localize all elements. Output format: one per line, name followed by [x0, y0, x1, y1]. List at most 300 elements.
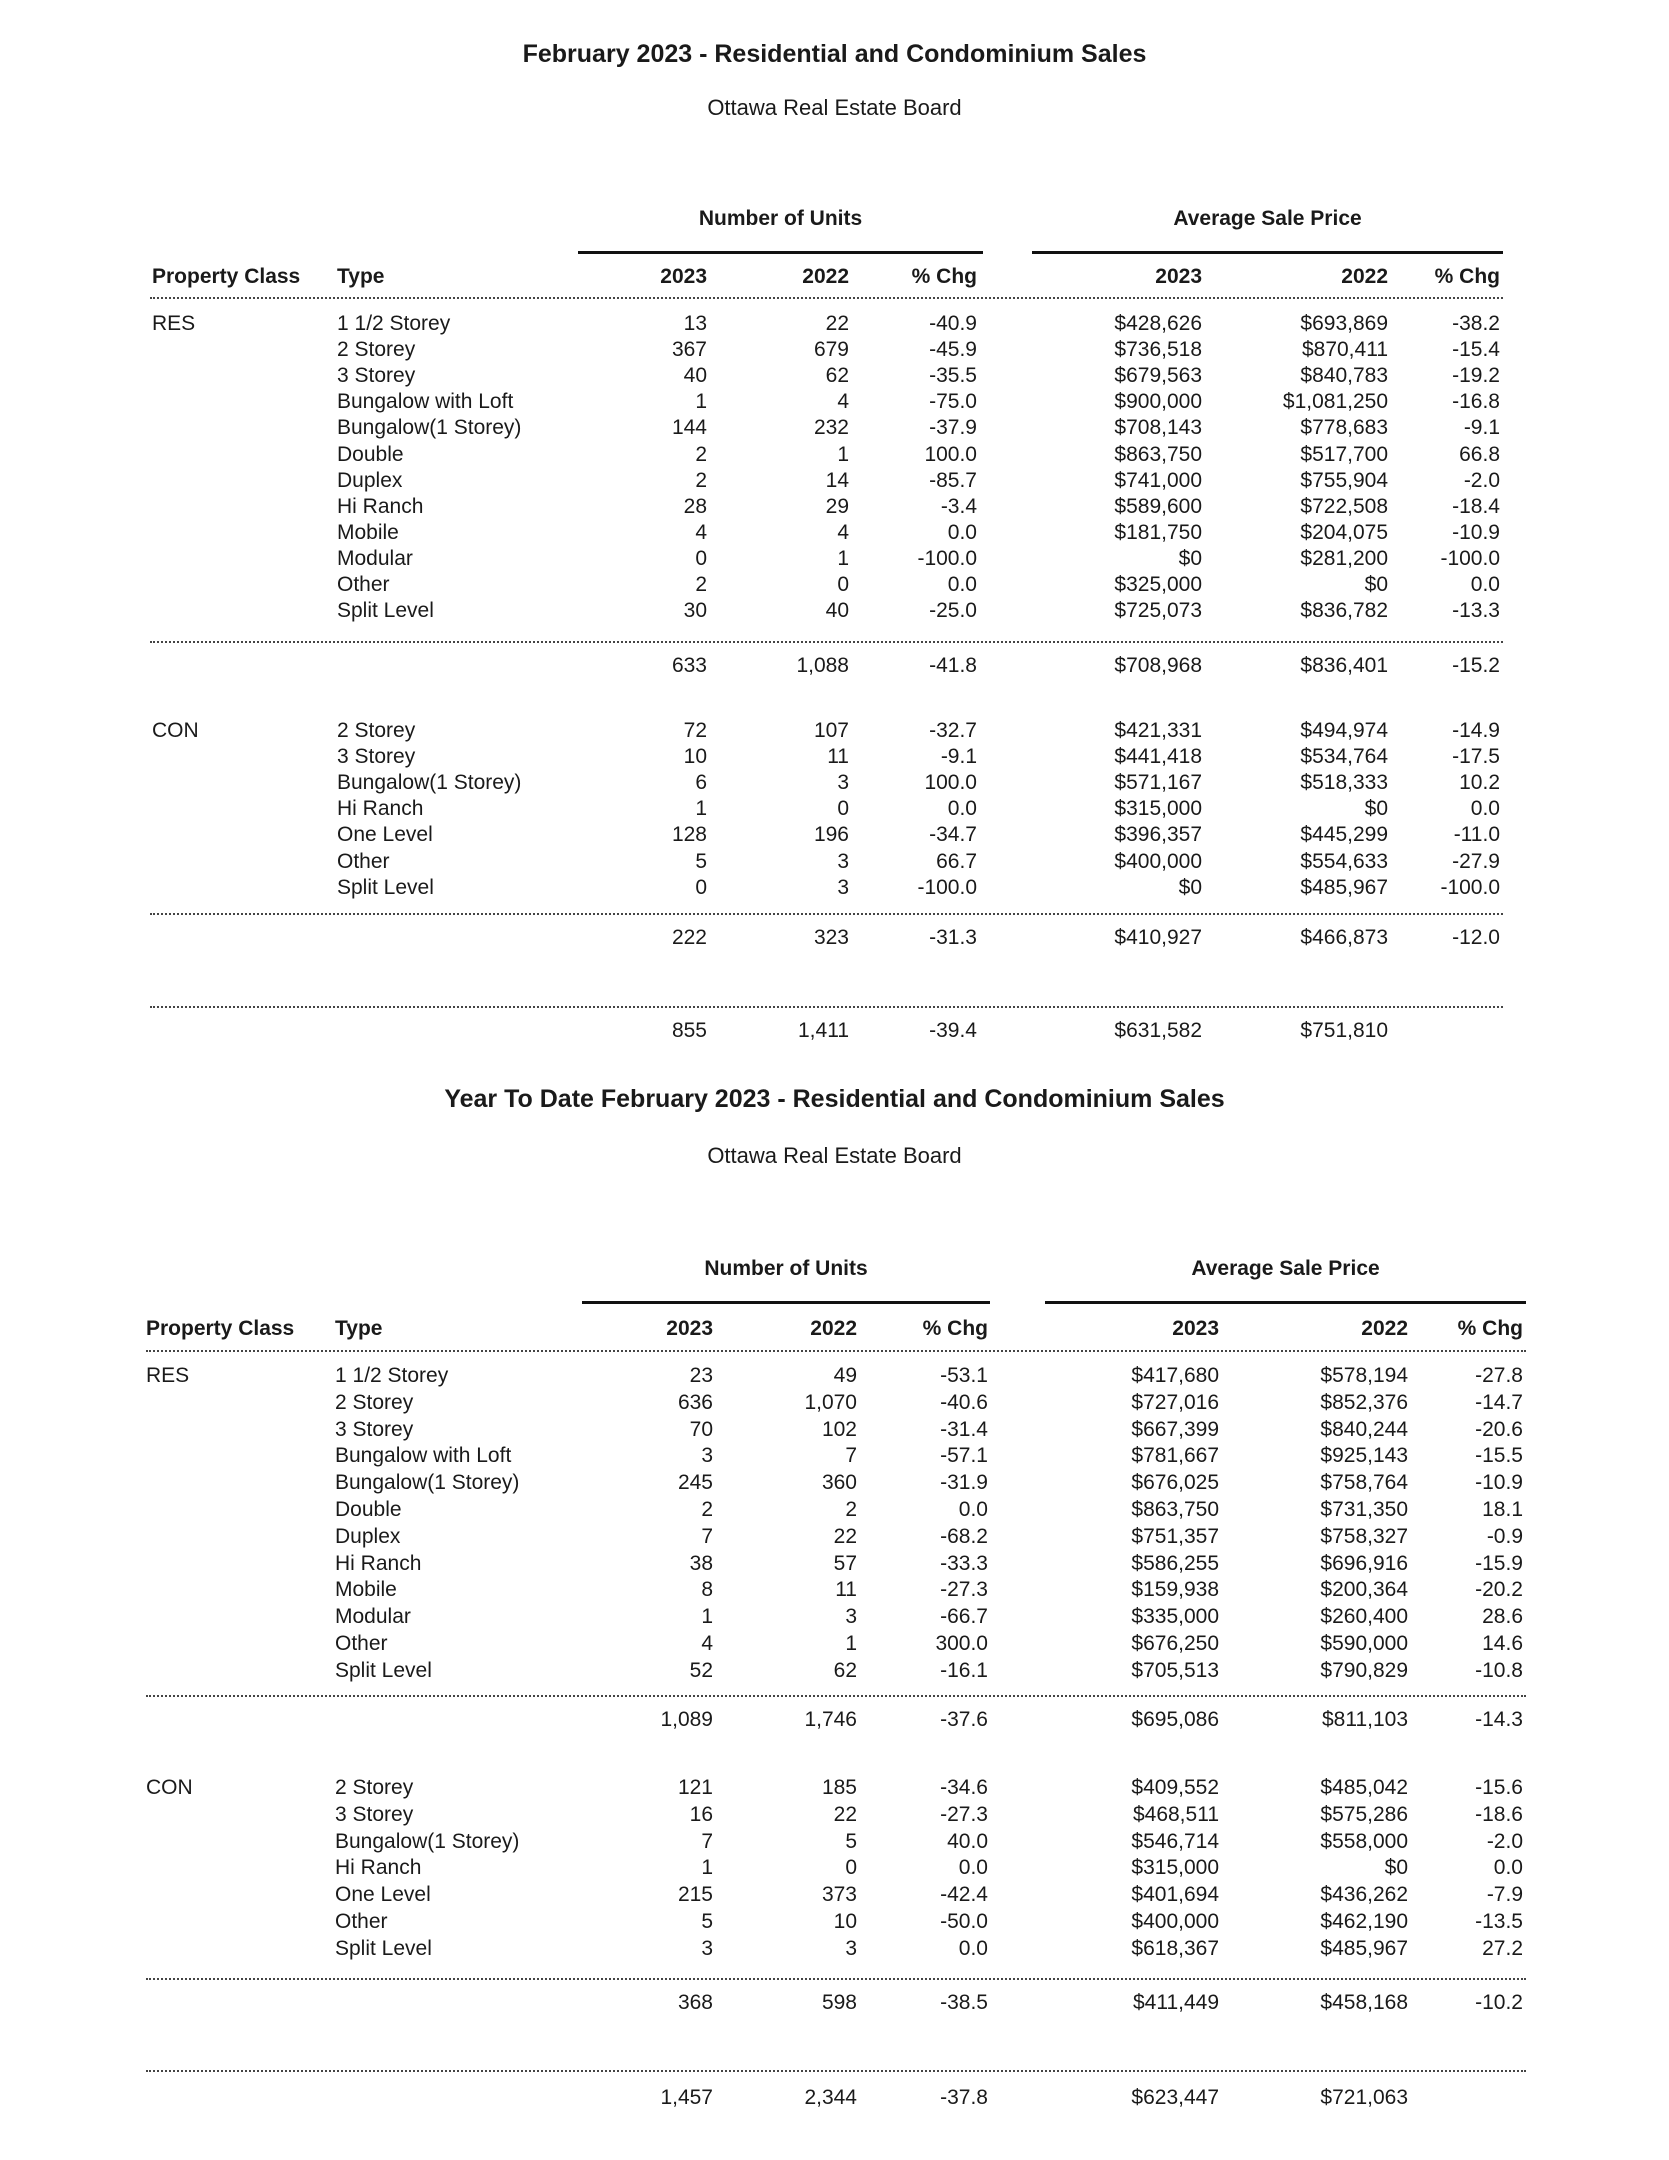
row-price-2023: $900,000	[1114, 390, 1202, 414]
row-price-2023: $741,000	[1114, 468, 1202, 492]
row-units-2023: 10	[683, 745, 707, 769]
row-type: 1 1/2 Storey	[337, 312, 451, 335]
row-price-chg: -15.5	[1475, 1444, 1523, 1468]
row-price-chg: -13.3	[1452, 599, 1500, 623]
row-units-2022: 3	[845, 1605, 857, 1629]
row-units-chg: -40.9	[929, 312, 977, 335]
row-type: Duplex	[335, 1524, 401, 1548]
row-type: One Level	[337, 823, 433, 847]
row-type: 1 1/2 Storey	[335, 1364, 449, 1387]
row-price-2023: $396,357	[1114, 823, 1202, 847]
row-units-chg: 40.0	[947, 1829, 988, 1853]
row-price-2023: $708,143	[1114, 416, 1202, 440]
subtotal-price-2022: $836,401	[1300, 654, 1388, 677]
row-units-chg: 100.0	[924, 771, 977, 795]
row-units-2023: 1	[695, 797, 707, 821]
subtotal-units-2023: 633	[671, 654, 707, 677]
row-units-2023: 23	[689, 1364, 713, 1387]
row-price-chg: -15.9	[1475, 1551, 1523, 1575]
row-units-2022: 373	[821, 1883, 857, 1907]
row-units-2023: 367	[671, 338, 707, 362]
row-price-2022: $462,190	[1320, 1910, 1408, 1933]
row-price-2023: $441,418	[1114, 745, 1202, 769]
row-units-chg: 100.0	[924, 442, 977, 466]
row-type: Other	[335, 1632, 388, 1655]
row-type: Split Level	[335, 1658, 432, 1682]
row-units-2023: 7	[701, 1524, 713, 1548]
section-subtitle: Ottawa Real Estate Board	[707, 95, 962, 120]
row-price-2023: $0	[1178, 875, 1202, 899]
row-price-2022: $0	[1364, 797, 1388, 821]
row-price-2023: $667,399	[1131, 1417, 1219, 1441]
row-units-chg: -34.7	[929, 823, 977, 847]
row-price-2023: $468,511	[1132, 1802, 1219, 1826]
header-divider	[146, 1350, 1526, 1352]
row-units-chg: -66.7	[940, 1605, 988, 1629]
row-units-2023: 3	[701, 1444, 713, 1468]
row-units-chg: 66.7	[936, 849, 977, 873]
row-type: Bungalow(1 Storey)	[337, 771, 522, 795]
row-price-2022: $755,904	[1300, 468, 1388, 492]
row-units-chg: -3.4	[940, 494, 977, 518]
row-price-2023: $589,600	[1114, 494, 1202, 518]
subtotal-divider	[150, 913, 1503, 915]
row-price-chg: -18.6	[1475, 1802, 1523, 1826]
row-units-2023: 0	[695, 875, 707, 899]
row-price-chg: -27.9	[1452, 849, 1500, 873]
row-price-2022: $722,508	[1300, 494, 1388, 518]
row-units-2023: 3	[701, 1936, 713, 1960]
row-units-2023: 4	[695, 520, 707, 544]
row-price-2022: $1,081,250	[1282, 390, 1388, 414]
row-price-chg: 0.0	[1470, 797, 1500, 821]
row-units-2023: 1	[701, 1605, 713, 1629]
row-price-2023: $409,552	[1131, 1776, 1219, 1799]
row-units-2022: 4	[837, 390, 849, 414]
row-units-2022: 22	[833, 1524, 857, 1548]
row-type: 3 Storey	[335, 1417, 414, 1441]
subtotal-price-2023: $410,927	[1114, 926, 1202, 949]
row-price-chg: -14.7	[1475, 1390, 1523, 1414]
row-units-2023: 2	[695, 468, 707, 492]
row-units-chg: -45.9	[929, 338, 977, 362]
row-price-2022: $778,683	[1300, 416, 1388, 440]
row-units-2022: 3	[837, 849, 849, 873]
row-units-chg: -100.0	[917, 875, 977, 899]
row-units-chg: 0.0	[958, 1856, 988, 1880]
header-divider	[150, 297, 1503, 299]
subtotal-price-2022: $458,168	[1320, 1991, 1408, 2014]
row-type: Other	[337, 573, 390, 596]
row-units-2022: 62	[833, 1658, 857, 1682]
row-price-chg: -18.4	[1452, 494, 1500, 518]
row-units-2022: 57	[833, 1551, 857, 1575]
row-units-chg: -9.1	[940, 745, 977, 769]
row-units-chg: -31.9	[940, 1471, 988, 1495]
row-price-2022: $731,350	[1320, 1498, 1408, 1521]
row-price-chg: -15.4	[1452, 338, 1500, 362]
property-class-label: RES	[146, 1364, 190, 1387]
row-units-chg: -34.6	[940, 1776, 988, 1799]
row-type: Modular	[337, 546, 413, 570]
row-units-2023: 8	[701, 1578, 713, 1602]
total-price-2023: $631,582	[1114, 1019, 1202, 1042]
row-units-2023: 40	[683, 364, 707, 388]
row-units-2023: 4	[701, 1632, 713, 1655]
row-units-chg: 0.0	[958, 1498, 988, 1521]
row-price-chg: -0.9	[1486, 1524, 1523, 1548]
subtotal-price-2022: $811,103	[1321, 1708, 1408, 1731]
row-price-chg: -14.9	[1452, 719, 1500, 742]
subtotal-units-chg: -37.6	[940, 1708, 988, 1731]
subtotal-units-2023: 368	[677, 1991, 713, 2014]
row-units-chg: -27.3	[940, 1802, 988, 1826]
row-units-2023: 7	[701, 1829, 713, 1853]
row-units-2022: 1	[837, 546, 849, 570]
row-type: Other	[335, 1910, 388, 1933]
total-units-chg: -39.4	[929, 1019, 977, 1042]
row-type: Hi Ranch	[337, 797, 424, 821]
row-units-2023: 28	[683, 494, 707, 518]
row-type: Other	[337, 849, 390, 873]
subtotal-divider	[146, 1695, 1526, 1697]
row-units-2023: 128	[671, 823, 707, 847]
row-type: 2 Storey	[335, 1776, 414, 1799]
row-price-2022: $696,916	[1320, 1551, 1408, 1575]
row-units-chg: -75.0	[929, 390, 977, 414]
row-price-chg: -20.6	[1475, 1417, 1523, 1441]
row-type: Double	[335, 1498, 402, 1521]
row-price-chg: -15.6	[1475, 1776, 1523, 1799]
row-price-2022: $758,327	[1320, 1524, 1408, 1548]
row-price-2023: $335,000	[1131, 1605, 1219, 1629]
row-price-chg: -2.0	[1486, 1829, 1523, 1853]
col-header-type: Type	[337, 265, 385, 288]
row-price-chg: 10.2	[1459, 771, 1500, 795]
row-units-2023: 5	[695, 849, 707, 873]
row-units-chg: -32.7	[929, 719, 977, 742]
row-units-2022: 0	[845, 1856, 857, 1880]
row-price-2023: $736,518	[1114, 338, 1202, 362]
total-units-2023: 855	[671, 1019, 707, 1042]
row-price-chg: 18.1	[1482, 1498, 1523, 1521]
row-price-2023: $781,667	[1131, 1444, 1219, 1468]
col-header-units-chg: % Chg	[911, 265, 977, 288]
row-price-2022: $485,967	[1320, 1936, 1408, 1960]
total-price-2022: $751,810	[1300, 1019, 1388, 1042]
row-units-2023: 5	[701, 1910, 713, 1933]
row-units-chg: -85.7	[929, 468, 977, 492]
row-price-2022: $0	[1364, 573, 1388, 596]
row-units-2023: 2	[695, 442, 707, 466]
row-units-2023: 72	[683, 719, 707, 742]
row-price-chg: -19.2	[1452, 364, 1500, 388]
row-price-chg: -20.2	[1475, 1578, 1523, 1602]
row-units-2022: 102	[821, 1417, 857, 1441]
row-price-chg: 14.6	[1482, 1632, 1523, 1655]
row-units-2023: 1	[701, 1856, 713, 1880]
total-price-2022: $721,063	[1320, 2086, 1408, 2109]
row-units-2022: 196	[813, 823, 849, 847]
row-price-2022: $204,075	[1300, 520, 1388, 544]
row-price-2022: $840,244	[1320, 1417, 1408, 1441]
subtotal-price-2023: $708,968	[1114, 654, 1202, 677]
row-type: Bungalow(1 Storey)	[335, 1829, 520, 1853]
row-type: Mobile	[337, 520, 399, 544]
row-type: Modular	[335, 1605, 411, 1629]
row-price-chg: -10.9	[1475, 1471, 1523, 1495]
row-units-2022: 62	[825, 364, 849, 388]
row-price-2023: $571,167	[1114, 771, 1202, 795]
row-price-2023: $751,357	[1131, 1524, 1219, 1548]
row-price-chg: -13.5	[1475, 1910, 1523, 1933]
row-type: 2 Storey	[337, 719, 416, 742]
row-price-2022: $578,194	[1320, 1364, 1408, 1387]
row-units-2023: 636	[677, 1390, 713, 1414]
row-units-2023: 70	[689, 1417, 713, 1441]
total-divider	[146, 2070, 1526, 2072]
col-header-price-2022: 2022	[1341, 265, 1388, 288]
section-title: February 2023 - Residential and Condominium Sales	[522, 40, 1147, 68]
col-header-price-chg: % Chg	[1457, 1317, 1523, 1340]
subtotal-price-chg: -14.3	[1475, 1708, 1523, 1731]
row-units-2022: 1,070	[804, 1390, 857, 1414]
row-type: Split Level	[337, 875, 434, 899]
subtotal-divider	[150, 641, 1503, 643]
col-header-price-2022: 2022	[1361, 1317, 1408, 1340]
row-price-2022: $445,299	[1300, 823, 1388, 847]
row-type: 3 Storey	[337, 364, 416, 388]
row-units-2022: 10	[833, 1910, 857, 1933]
subtotal-price-2023: $411,449	[1132, 1991, 1219, 2014]
row-price-2022: $518,333	[1300, 771, 1388, 795]
row-price-2022: $852,376	[1320, 1390, 1408, 1414]
col-header-units-2022: 2022	[802, 265, 849, 288]
row-units-chg: 0.0	[947, 573, 977, 596]
row-units-chg: 0.0	[947, 797, 977, 821]
row-units-2022: 11	[827, 745, 849, 769]
row-type: Split Level	[337, 599, 434, 623]
row-price-2022: $0	[1384, 1856, 1408, 1880]
row-type: 3 Storey	[337, 745, 416, 769]
row-price-2022: $790,829	[1320, 1658, 1408, 1682]
row-price-2023: $727,016	[1131, 1390, 1219, 1414]
row-price-2022: $758,764	[1320, 1471, 1408, 1495]
row-price-2023: $400,000	[1114, 849, 1202, 873]
row-units-2023: 144	[671, 416, 707, 440]
row-units-2022: 3	[845, 1936, 857, 1960]
total-units-2022: 2,344	[804, 2086, 857, 2109]
row-price-2023: $863,750	[1114, 442, 1202, 466]
row-units-chg: 0.0	[947, 520, 977, 544]
row-units-2022: 107	[813, 719, 849, 742]
row-price-chg: 27.2	[1482, 1936, 1523, 1960]
row-units-2022: 1	[837, 442, 849, 466]
col-header-units-2023: 2023	[660, 265, 707, 288]
row-units-chg: -53.1	[940, 1364, 988, 1387]
property-class-label: RES	[152, 312, 196, 335]
property-class-label: CON	[152, 719, 199, 742]
row-price-chg: 0.0	[1470, 573, 1500, 596]
row-units-2023: 245	[677, 1471, 713, 1495]
row-units-2023: 16	[689, 1802, 713, 1826]
row-price-2022: $554,633	[1300, 849, 1388, 873]
row-price-chg: 66.8	[1459, 442, 1500, 466]
col-header-units-2022: 2022	[810, 1317, 857, 1340]
row-price-chg: 28.6	[1482, 1605, 1523, 1629]
row-units-2022: 0	[837, 573, 849, 596]
row-units-2022: 3	[837, 875, 849, 899]
col-header-type: Type	[335, 1317, 383, 1340]
row-price-2022: $590,000	[1320, 1632, 1408, 1655]
row-price-2023: $618,367	[1131, 1936, 1219, 1960]
row-price-2023: $586,255	[1131, 1551, 1219, 1575]
col-header-price-2023: 2023	[1172, 1317, 1219, 1340]
row-units-2023: 13	[683, 312, 707, 335]
row-type: Hi Ranch	[335, 1551, 422, 1575]
row-units-2022: 14	[825, 468, 849, 492]
col-header-units-chg: % Chg	[922, 1317, 988, 1340]
row-units-chg: -40.6	[940, 1390, 988, 1414]
row-units-2022: 4	[837, 520, 849, 544]
row-type: Double	[337, 442, 404, 466]
row-units-2023: 0	[695, 546, 707, 570]
row-price-2023: $159,938	[1131, 1578, 1219, 1602]
row-units-chg: -25.0	[929, 599, 977, 623]
row-price-chg: 0.0	[1493, 1856, 1523, 1880]
col-header-price-chg: % Chg	[1434, 265, 1500, 288]
row-units-chg: -42.4	[940, 1883, 988, 1907]
row-units-2022: 40	[825, 599, 849, 623]
row-price-2023: $315,000	[1114, 797, 1202, 821]
row-units-chg: -37.9	[929, 416, 977, 440]
row-price-chg: -17.5	[1452, 745, 1500, 769]
row-price-2023: $421,331	[1114, 719, 1202, 742]
row-units-2022: 7	[845, 1444, 857, 1468]
row-units-2023: 215	[677, 1883, 713, 1907]
row-units-2022: 49	[833, 1364, 857, 1387]
row-price-2022: $485,042	[1320, 1776, 1408, 1799]
row-units-2023: 6	[695, 771, 707, 795]
row-type: 2 Storey	[337, 338, 416, 362]
row-units-2023: 52	[689, 1658, 713, 1682]
row-price-2022: $200,364	[1320, 1578, 1408, 1602]
row-type: Bungalow(1 Storey)	[337, 416, 522, 440]
row-price-2022: $260,400	[1320, 1605, 1408, 1629]
row-units-chg: -57.1	[940, 1444, 988, 1468]
row-price-chg: -16.8	[1452, 390, 1500, 414]
row-type: Mobile	[335, 1578, 397, 1602]
subtotal-units-chg: -41.8	[929, 654, 977, 677]
section-subtitle: Ottawa Real Estate Board	[707, 1143, 962, 1168]
col-header-property-class: Property Class	[152, 265, 301, 288]
row-price-2023: $725,073	[1114, 599, 1202, 623]
row-price-2022: $485,967	[1300, 875, 1388, 899]
total-units-2023: 1,457	[660, 2086, 713, 2109]
subtotal-units-2022: 598	[821, 1991, 857, 2014]
row-price-2023: $401,694	[1131, 1883, 1219, 1907]
subtotal-units-chg: -31.3	[929, 926, 977, 949]
row-price-chg: -27.8	[1475, 1364, 1523, 1387]
row-units-chg: -31.4	[940, 1417, 988, 1441]
total-units-2022: 1,411	[798, 1019, 849, 1042]
row-units-2022: 0	[837, 797, 849, 821]
subtotal-price-chg: -12.0	[1452, 926, 1500, 949]
row-units-2023: 2	[695, 573, 707, 596]
row-units-chg: -16.1	[940, 1658, 988, 1682]
row-units-2022: 360	[821, 1471, 857, 1495]
row-units-2022: 1	[845, 1632, 857, 1655]
row-price-2023: $315,000	[1131, 1856, 1219, 1880]
row-price-2023: $676,250	[1131, 1632, 1219, 1655]
row-price-chg: -100.0	[1440, 546, 1500, 570]
row-units-2022: 232	[813, 416, 849, 440]
row-type: 3 Storey	[335, 1802, 414, 1826]
row-price-2022: $693,869	[1300, 312, 1388, 335]
row-price-2022: $281,200	[1300, 546, 1388, 570]
row-price-chg: -100.0	[1440, 875, 1500, 899]
subtotal-units-2022: 323	[813, 926, 849, 949]
row-units-2022: 679	[813, 338, 849, 362]
row-units-chg: -100.0	[917, 546, 977, 570]
row-price-2023: $181,750	[1114, 520, 1202, 544]
row-price-2023: $417,680	[1131, 1364, 1219, 1387]
row-units-2022: 3	[837, 771, 849, 795]
property-class-label: CON	[146, 1776, 193, 1799]
row-price-2022: $840,783	[1300, 364, 1388, 388]
subtotal-units-chg: -38.5	[940, 1991, 988, 2014]
row-price-chg: -11.0	[1453, 823, 1500, 847]
row-units-chg: 300.0	[935, 1632, 988, 1655]
row-type: Bungalow(1 Storey)	[335, 1471, 520, 1495]
row-price-chg: -10.9	[1452, 520, 1500, 544]
price-group-header: Average Sale Price	[1032, 207, 1503, 254]
row-price-chg: -38.2	[1452, 312, 1500, 335]
row-price-2022: $925,143	[1320, 1444, 1408, 1468]
subtotal-units-2023: 222	[671, 926, 707, 949]
row-price-2022: $517,700	[1300, 442, 1388, 466]
row-units-2023: 2	[701, 1498, 713, 1521]
row-type: Split Level	[335, 1936, 432, 1960]
row-type: One Level	[335, 1883, 431, 1907]
row-type: Hi Ranch	[335, 1856, 422, 1880]
row-type: 2 Storey	[335, 1390, 414, 1414]
row-type: Hi Ranch	[337, 494, 424, 518]
units-group-header: Number of Units	[582, 1257, 990, 1304]
price-group-header: Average Sale Price	[1045, 1257, 1526, 1304]
total-units-chg: -37.8	[940, 2086, 988, 2109]
row-units-chg: -35.5	[929, 364, 977, 388]
row-price-2022: $575,286	[1320, 1802, 1408, 1826]
row-units-2022: 185	[821, 1776, 857, 1799]
units-group-header: Number of Units	[578, 207, 983, 254]
row-price-2022: $870,411	[1301, 338, 1388, 362]
row-type: Bungalow with Loft	[337, 390, 514, 414]
col-header-price-2023: 2023	[1155, 265, 1202, 288]
row-price-2022: $558,000	[1320, 1829, 1408, 1853]
total-divider	[150, 1006, 1503, 1008]
row-units-2023: 30	[683, 599, 707, 623]
row-units-chg: -33.3	[940, 1551, 988, 1575]
row-price-2022: $534,764	[1300, 745, 1388, 769]
subtotal-price-2022: $466,873	[1300, 926, 1388, 949]
row-units-2022: 5	[845, 1829, 857, 1853]
row-price-2023: $546,714	[1131, 1829, 1219, 1853]
section-title: Year To Date February 2023 - Residential and Condominium Sales	[444, 1085, 1225, 1113]
row-price-2023: $400,000	[1131, 1910, 1219, 1933]
total-price-2023: $623,447	[1131, 2086, 1219, 2109]
row-units-2023: 121	[677, 1776, 713, 1799]
